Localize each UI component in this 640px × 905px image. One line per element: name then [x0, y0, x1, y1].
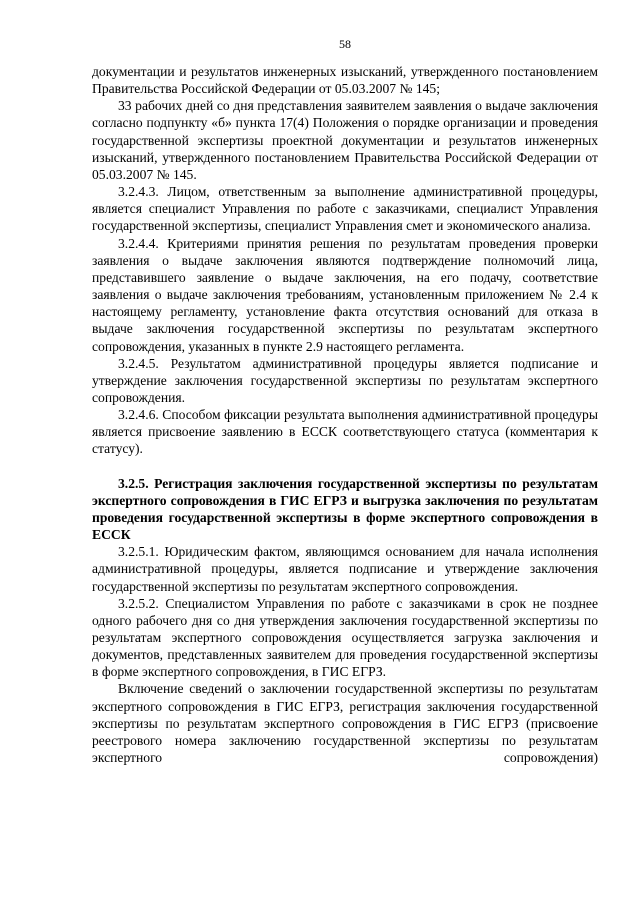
paragraph-continuation: документации и результатов инженерных изысканий, утвержденного постановлением Правительства Российской Федерации от 05.03.2007 № 145; [92, 64, 598, 97]
paragraph-inclusion: Включение сведений о заключении государственной экспертизы по результатам экспертного сопровождения в ГИС ЕГРЗ, регистрация заключения государственной экспертизы по результатам экспертного сопровождения в ГИС ЕГРЗ (присвоение реестрового номера заключению государственной экспертизы по результатам экспертного сопровождения) [92, 681, 598, 766]
paragraph-3-2-4-4: 3.2.4.4. Критериями принятия решения по результатам проведения проверки заявления о выдаче заключения являются подтверждение полномочий лица, представившего заявление о выдаче заключения, на его подачу, соответствие заявления о выдаче заключения требованиям, установленным приложением № 2.4 к настоящему регламенту, установление факта отсутствия оснований для отказа в выдаче заключения государственной экспертизы по результатам экспертного сопровождения, указанных в пункте 2.9 настоящего регламента. [92, 235, 598, 354]
paragraph-3-2-4-5: 3.2.4.5. Результатом административной процедуры является подписание и утверждение заключения государственной экспертизы по результатам экспертного сопровождения. [92, 355, 598, 405]
document-body [92, 63, 598, 766]
paragraph-3-2-5-1: 3.2.5.1. Юридическим фактом, являющимся основанием для начала исполнения административной процедуры, является подписание и утверждение заключения государственной экспертизы по результатам экспертного сопровождения. [92, 544, 598, 594]
paragraph-33-days: 33 рабочих дней со дня представления заявителем заявления о выдаче заключения согласно подпункту «б» пункта 17(4) Положения о порядке организации и проведения государственной экспертизы проектной документации и результатов инженерных изысканий, утвержденного постановлением Правительства Российской Федерации от 05.03.2007 № 145. [92, 98, 598, 182]
page-number: 58 [339, 37, 351, 51]
section-heading-3-2-5: 3.2.5. Регистрация заключения государственной экспертизы по результатам экспертного сопровождения в ГИС ЕГРЗ и выгрузка заключения по результатам проведения государственной экспертизы в форме экспертного сопровождения в ЕССК [92, 475, 598, 543]
paragraph-3-2-4-6: 3.2.4.6. Способом фиксации результата выполнения административной процедуры является присвоение заявлению в ЕССК соответствующего статуса (комментария к статусу). [92, 407, 598, 457]
paragraph-3-2-4-3: 3.2.4.3. Лицом, ответственным за выполнение административной процедуры, является специалист Управления по работе с заказчиками, специалист Управления государственной экспертизы, специалист Управления смет и экономического анализа. [92, 184, 598, 234]
paragraph-3-2-5-2: 3.2.5.2. Специалистом Управления по работе с заказчиками в срок не позднее одного рабочего дня со дня утверждения заключения государственной экспертизы по результатам экспертного сопровождения осуществляется загрузка заключения и документов, представленных заявителем для проведения государственной экспертизы в форме экспертного сопровождения, в ГИС ЕГРЗ. [92, 595, 598, 680]
